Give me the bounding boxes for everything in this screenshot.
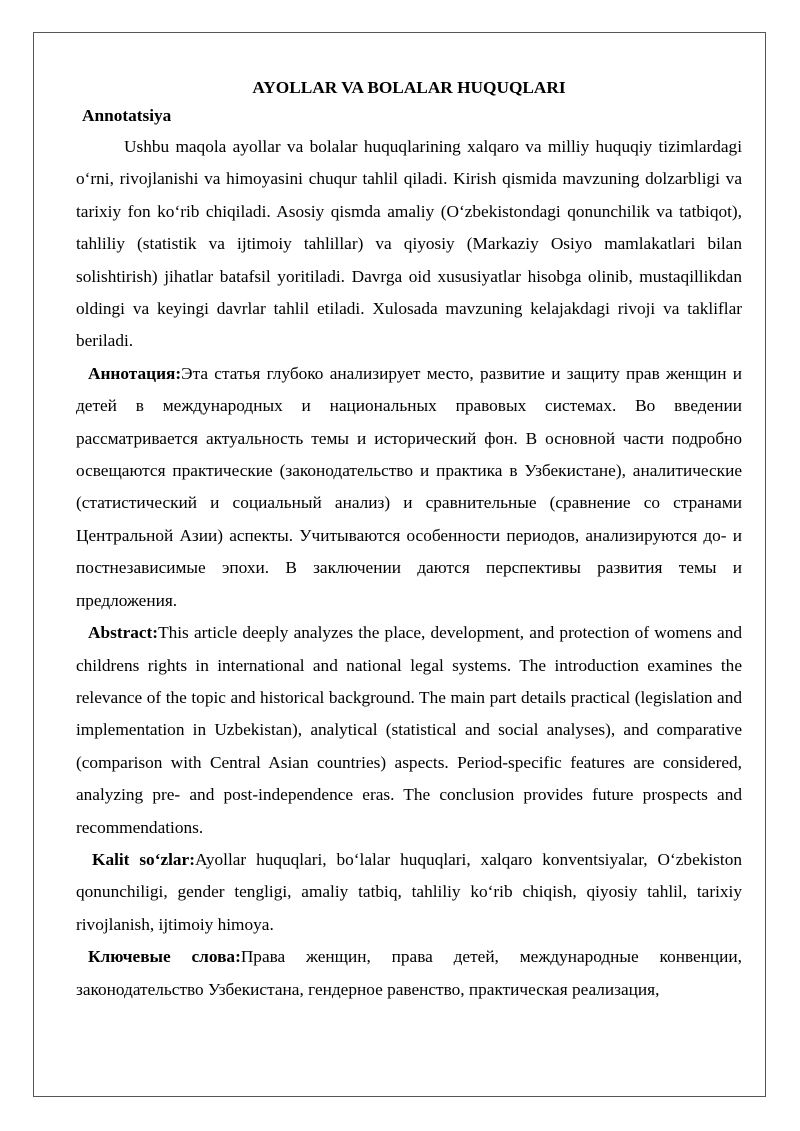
- annotation-uz-paragraph: Ushbu maqola ayollar va bolalar huquqlarining xalqaro va milliy huquqiy tizimlardagi o‘rni, rivojlanishi va himoyasini chuqur tahlil qiladi. Kirish qismida mavzuning dolzarbligi va tarixiy fon ko‘rib chiqiladi. Asosiy qismda amaliy (O‘zbekistondagi qonunchilik va tatbiqot), tahliliy (statistik va ijtimoiy tahlillar) va qiyosiy (Markaziy Osiyo mamlakatlari bilan solishtirish) jihatlar batafsil yoritiladi. Davrga oid xususiyatlar hisobga olinib, mustaqillikdan oldingi va keyingi davrlar tahlil etiladi. Xulosada mavzuning kelajakdagi rivoji va takliflar beriladi.: [76, 137, 742, 351]
- keywords-ru-label: Ключевые слова:: [88, 947, 241, 967]
- keywords-uz-label: Kalit so‘zlar:: [92, 849, 195, 869]
- annotation-ru-label: Аннотация:: [88, 363, 182, 383]
- abstract-paragraph: [76, 617, 742, 844]
- document-title: AYOLLAR VA BOLALAR HUQUQLARI: [252, 78, 566, 97]
- annotation-heading: Annotatsiya: [82, 106, 172, 125]
- keywords-ru-paragraph: [76, 941, 742, 1006]
- annotation-ru-paragraph: [76, 358, 742, 617]
- keywords-ru-text: Права женщин, права детей, международные конвенции, законодательство Узбекистана, гендерное равенство, практическая реализация,: [76, 947, 742, 999]
- annotation-ru-text: Эта статья глубоко анализирует место, развитие и защиту прав женщин и детей в международных и национальных правовых системах. Во введении рассматривается актуальность темы и исторический фон. В основной части подробно освещаются практические (законодательство и практика в Узбекистане), аналитические (статистический и социальный анализ) и сравнительные (сравнение со странами Центральной Азии) аспекты. Учитываются особенности периодов, анализируются до- и постнезависимые эпохи. В заключении даются перспективы развития темы и предложения.: [76, 363, 742, 610]
- document-body: [76, 75, 742, 1006]
- keywords-uz-paragraph: [76, 844, 742, 941]
- abstract-label: Abstract:: [88, 623, 159, 643]
- abstract-text: This article deeply analyzes the place, development, and protection of womens and childrens rights in international and national legal systems. The introduction examines the relevance of the topic and historical background. The main part details practical (legislation and implementation in Uzbekistan), analytical (statistical and social analyses), and comparative (comparison with Central Asian countries) aspects. Period-specific features are considered, analyzing pre- and post-independence eras. The conclusion provides future prospects and recommendations.: [76, 623, 742, 837]
- keywords-uz-text: Ayollar huquqlari, bo‘lalar huquqlari, xalqaro konventsiyalar, O‘zbekiston qonunchiligi, gender tengligi, amaliy tatbiq, tahliliy ko‘rib chiqish, qiyosiy tahlil, tarixiy rivojlanish, ijtimoiy himoya.: [76, 849, 742, 934]
